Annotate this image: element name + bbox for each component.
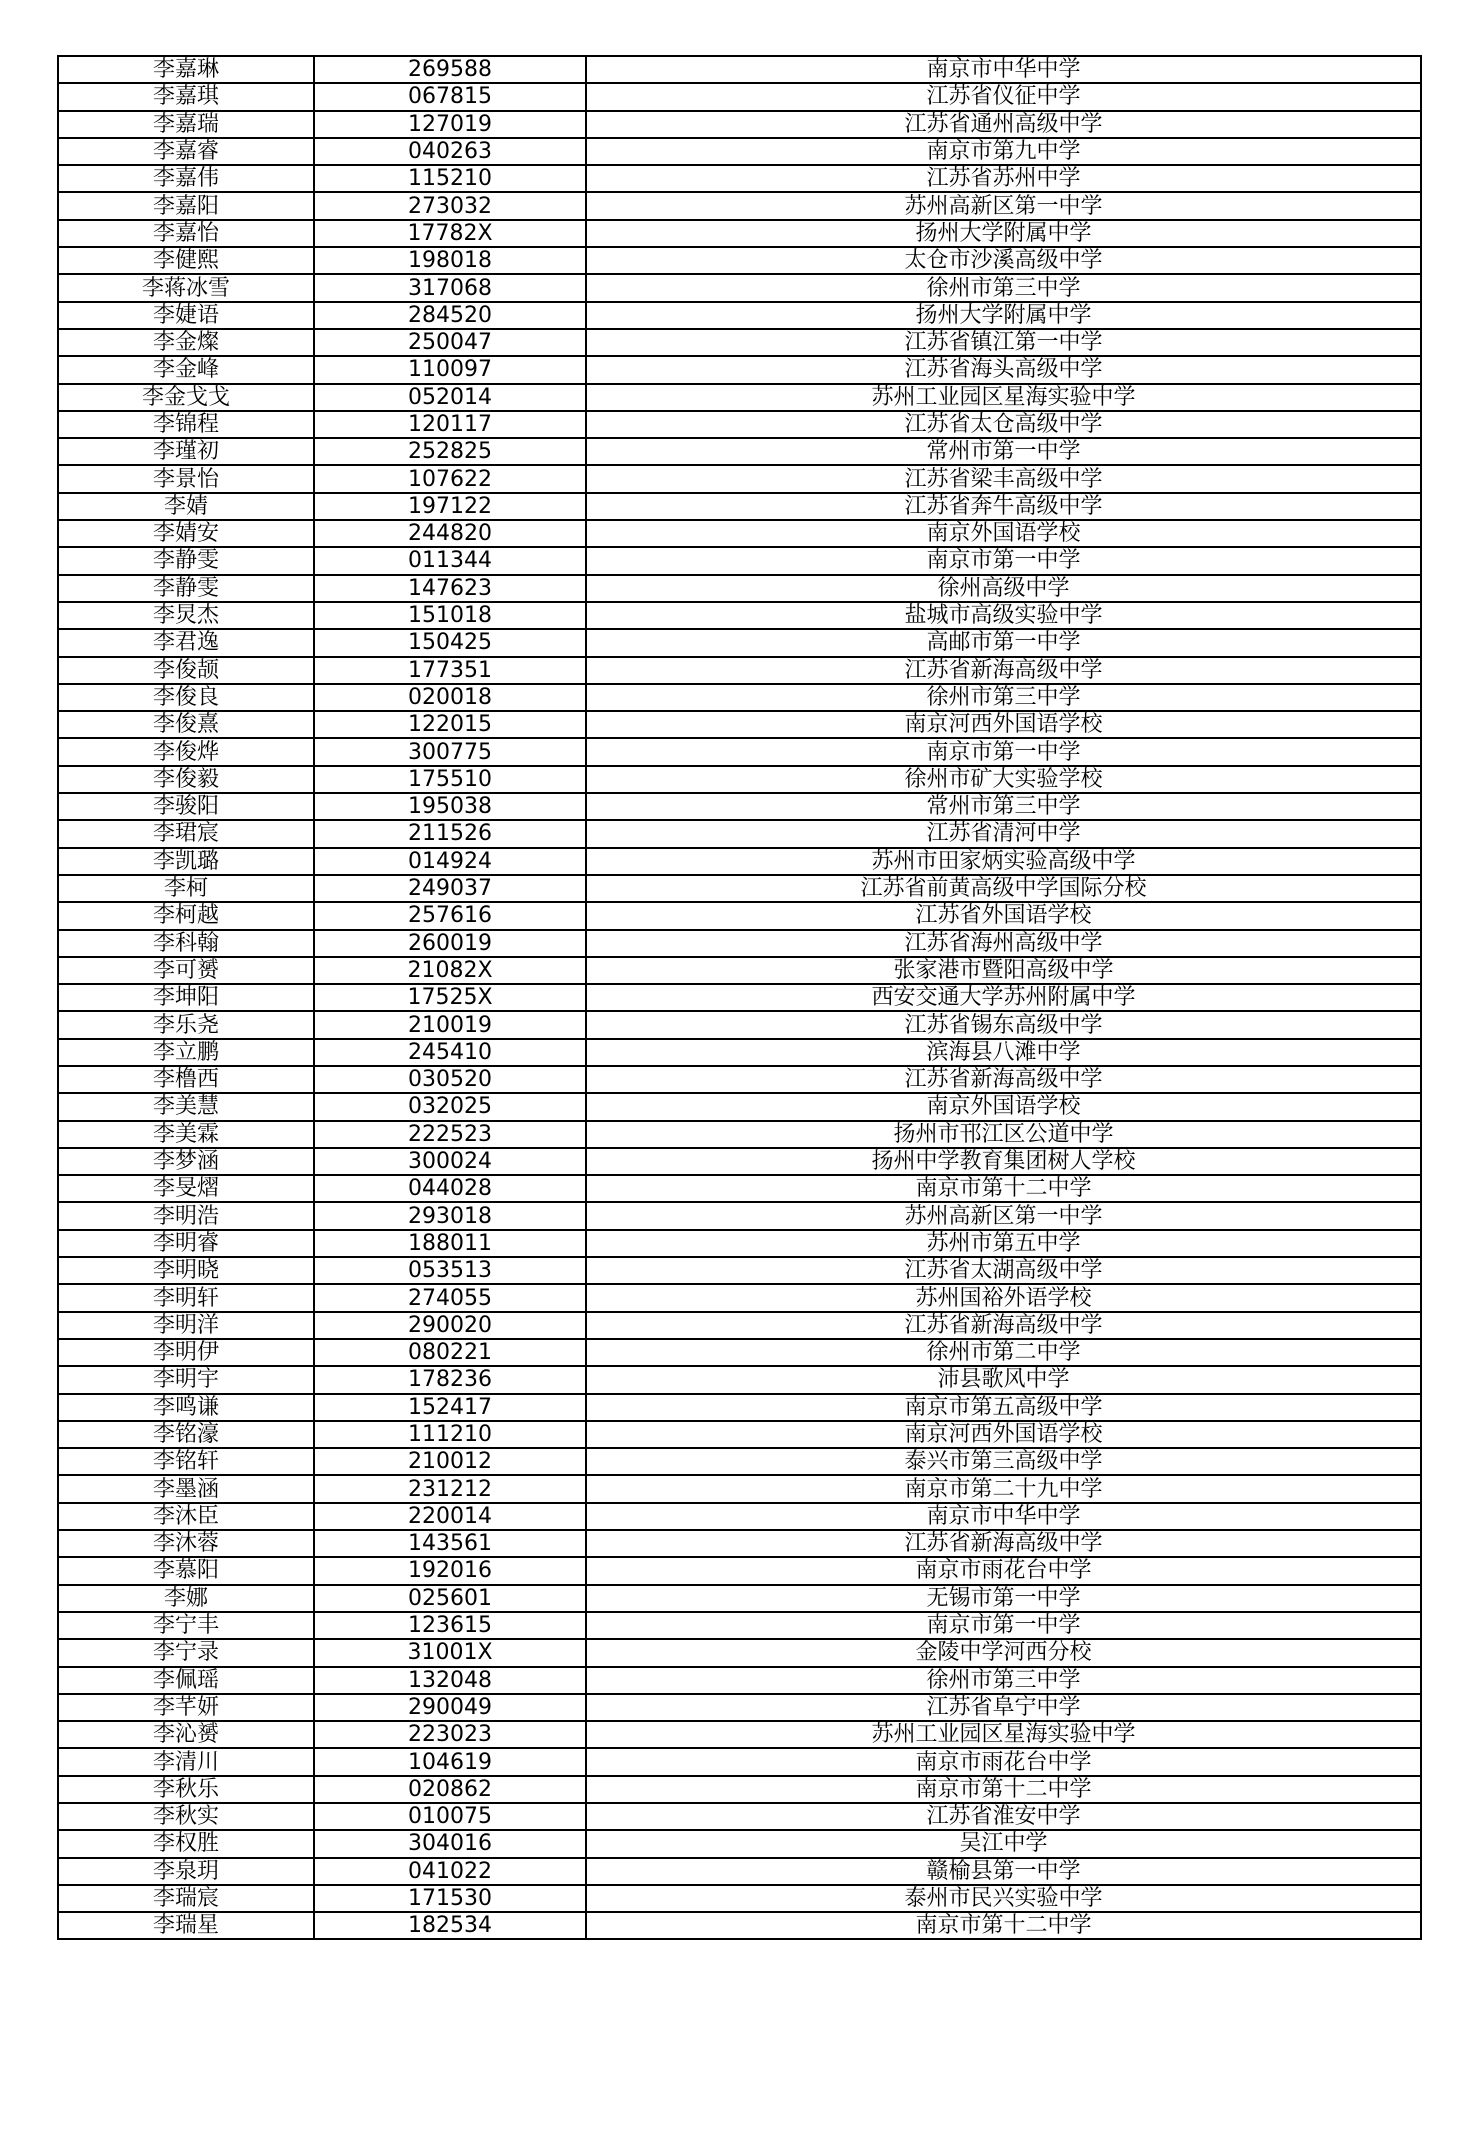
table-row — [58, 356, 1421, 383]
school-cell: 南京市第一中学 — [586, 1612, 1421, 1639]
school-cell: 南京市雨花台中学 — [586, 1748, 1421, 1775]
student-name-cell: 李静雯 — [58, 547, 314, 574]
student-id-cell: 052014 — [314, 384, 586, 411]
student-name-cell: 李珺宸 — [58, 820, 314, 847]
table-row — [58, 602, 1421, 629]
school-cell: 江苏省前黄高级中学国际分校 — [586, 875, 1421, 902]
student-name-cell: 李健熙 — [58, 247, 314, 274]
student-id-cell: 020018 — [314, 684, 586, 711]
school-cell: 江苏省太仓高级中学 — [586, 411, 1421, 438]
school-cell: 江苏省淮安中学 — [586, 1803, 1421, 1830]
table-row — [58, 629, 1421, 656]
table-row — [58, 766, 1421, 793]
table-row — [58, 384, 1421, 411]
school-cell: 徐州市矿大实验学校 — [586, 766, 1421, 793]
student-name-cell: 李瑞星 — [58, 1912, 314, 1939]
student-id-cell: 210019 — [314, 1011, 586, 1038]
student-id-cell: 244820 — [314, 520, 586, 547]
school-cell: 高邮市第一中学 — [586, 629, 1421, 656]
table-row — [58, 1776, 1421, 1803]
student-name-cell: 李鸣谦 — [58, 1394, 314, 1421]
table-row — [58, 138, 1421, 165]
school-cell: 徐州市第二中学 — [586, 1339, 1421, 1366]
student-name-cell: 李芊妍 — [58, 1694, 314, 1721]
school-cell: 扬州市邗江区公道中学 — [586, 1121, 1421, 1148]
table-row — [58, 1121, 1421, 1148]
student-name-cell: 李凯璐 — [58, 848, 314, 875]
student-name-cell: 李清川 — [58, 1748, 314, 1775]
student-name-cell: 李旻熠 — [58, 1175, 314, 1202]
student-id-cell: 150425 — [314, 629, 586, 656]
student-id-cell: 104619 — [314, 1748, 586, 1775]
table-row — [58, 1830, 1421, 1857]
school-cell: 南京市第十二中学 — [586, 1175, 1421, 1202]
student-name-cell: 李炅杰 — [58, 602, 314, 629]
student-name-cell: 李权胜 — [58, 1830, 314, 1857]
student-id-cell: 178236 — [314, 1366, 586, 1393]
student-name-cell: 李嘉琪 — [58, 83, 314, 110]
student-id-cell: 269588 — [314, 56, 586, 83]
table-row — [58, 711, 1421, 738]
student-name-cell: 李金戈戈 — [58, 384, 314, 411]
table-row — [58, 247, 1421, 274]
table-row — [58, 1585, 1421, 1612]
student-id-cell: 030520 — [314, 1066, 586, 1093]
student-name-cell: 李铭轩 — [58, 1448, 314, 1475]
table-row — [58, 1284, 1421, 1311]
table-row — [58, 493, 1421, 520]
student-id-cell: 110097 — [314, 356, 586, 383]
student-id-cell: 257616 — [314, 902, 586, 929]
table-row — [58, 1039, 1421, 1066]
school-cell: 江苏省新海高级中学 — [586, 1066, 1421, 1093]
student-id-cell: 273032 — [314, 192, 586, 219]
table-row — [58, 1667, 1421, 1694]
student-name-cell: 李君逸 — [58, 629, 314, 656]
student-name-cell: 李科翰 — [58, 930, 314, 957]
table-row — [58, 1066, 1421, 1093]
school-cell: 南京市第九中学 — [586, 138, 1421, 165]
student-id-cell: 17525X — [314, 984, 586, 1011]
school-cell: 盐城市高级实验中学 — [586, 602, 1421, 629]
student-name-cell: 李嘉怡 — [58, 220, 314, 247]
school-cell: 金陵中学河西分校 — [586, 1639, 1421, 1666]
student-id-cell: 223023 — [314, 1721, 586, 1748]
school-cell: 苏州高新区第一中学 — [586, 192, 1421, 219]
table-row — [58, 1202, 1421, 1229]
student-name-cell: 李墨涵 — [58, 1475, 314, 1502]
table-row — [58, 1148, 1421, 1175]
student-name-cell: 李婧安 — [58, 520, 314, 547]
school-cell: 徐州高级中学 — [586, 575, 1421, 602]
student-id-cell: 122015 — [314, 711, 586, 738]
student-name-cell: 李金燦 — [58, 329, 314, 356]
school-cell: 江苏省海头高级中学 — [586, 356, 1421, 383]
student-name-cell: 李蒋冰雪 — [58, 274, 314, 301]
student-id-cell: 115210 — [314, 165, 586, 192]
school-cell: 扬州中学教育集团树人学校 — [586, 1148, 1421, 1175]
student-id-cell: 284520 — [314, 302, 586, 329]
school-cell: 常州市第三中学 — [586, 793, 1421, 820]
table-row — [58, 875, 1421, 902]
student-name-cell: 李美慧 — [58, 1093, 314, 1120]
student-id-cell: 010075 — [314, 1803, 586, 1830]
student-name-cell: 李俊毅 — [58, 766, 314, 793]
school-cell: 无锡市第一中学 — [586, 1585, 1421, 1612]
student-id-cell: 300775 — [314, 738, 586, 765]
school-cell: 赣榆县第一中学 — [586, 1858, 1421, 1885]
student-id-cell: 014924 — [314, 848, 586, 875]
school-cell: 苏州工业园区星海实验中学 — [586, 384, 1421, 411]
student-id-cell: 032025 — [314, 1093, 586, 1120]
student-name-cell: 李坤阳 — [58, 984, 314, 1011]
student-id-cell: 195038 — [314, 793, 586, 820]
school-cell: 江苏省新海高级中学 — [586, 657, 1421, 684]
student-id-cell: 127019 — [314, 111, 586, 138]
school-cell: 南京市中华中学 — [586, 56, 1421, 83]
school-cell: 江苏省通州高级中学 — [586, 111, 1421, 138]
table-row — [58, 930, 1421, 957]
student-id-cell: 17782X — [314, 220, 586, 247]
student-name-cell: 李乐尧 — [58, 1011, 314, 1038]
student-name-cell: 李立鹏 — [58, 1039, 314, 1066]
table-row — [58, 1230, 1421, 1257]
school-cell: 沛县歌风中学 — [586, 1366, 1421, 1393]
school-cell: 南京市雨花台中学 — [586, 1557, 1421, 1584]
school-cell: 滨海县八滩中学 — [586, 1039, 1421, 1066]
student-name-cell: 李沐臣 — [58, 1503, 314, 1530]
table-row — [58, 1694, 1421, 1721]
student-name-cell: 李秋乐 — [58, 1776, 314, 1803]
student-name-cell: 李嘉瑞 — [58, 111, 314, 138]
school-cell: 徐州市第三中学 — [586, 1667, 1421, 1694]
table-row — [58, 1093, 1421, 1120]
student-name-cell: 李明伊 — [58, 1339, 314, 1366]
table-row — [58, 793, 1421, 820]
student-id-cell: 21082X — [314, 957, 586, 984]
school-cell: 南京市第一中学 — [586, 738, 1421, 765]
student-id-cell: 171530 — [314, 1885, 586, 1912]
student-id-cell: 211526 — [314, 820, 586, 847]
table-row — [58, 1475, 1421, 1502]
student-name-cell: 李锦程 — [58, 411, 314, 438]
school-cell: 江苏省海州高级中学 — [586, 930, 1421, 957]
student-id-cell: 192016 — [314, 1557, 586, 1584]
school-cell: 南京市第十二中学 — [586, 1912, 1421, 1939]
table-row — [58, 192, 1421, 219]
student-id-cell: 260019 — [314, 930, 586, 957]
student-table — [57, 55, 1422, 1940]
student-id-cell: 245410 — [314, 1039, 586, 1066]
table-row — [58, 56, 1421, 83]
student-name-cell: 李可赟 — [58, 957, 314, 984]
table-row — [58, 1339, 1421, 1366]
school-cell: 南京河西外国语学校 — [586, 711, 1421, 738]
table-row — [58, 1312, 1421, 1339]
school-cell: 江苏省奔牛高级中学 — [586, 493, 1421, 520]
student-name-cell: 李佩瑶 — [58, 1667, 314, 1694]
student-name-cell: 李明浩 — [58, 1202, 314, 1229]
table-row — [58, 465, 1421, 492]
student-name-cell: 李秋实 — [58, 1803, 314, 1830]
table-row — [58, 1175, 1421, 1202]
table-row — [58, 1885, 1421, 1912]
table-row — [58, 1257, 1421, 1284]
student-name-cell: 李俊颉 — [58, 657, 314, 684]
school-cell: 江苏省梁丰高级中学 — [586, 465, 1421, 492]
school-cell: 南京外国语学校 — [586, 520, 1421, 547]
table-row — [58, 1503, 1421, 1530]
table-row — [58, 984, 1421, 1011]
school-cell: 南京市中华中学 — [586, 1503, 1421, 1530]
table-row — [58, 657, 1421, 684]
student-name-cell: 李梦涵 — [58, 1148, 314, 1175]
school-cell: 江苏省太湖高级中学 — [586, 1257, 1421, 1284]
student-id-cell: 182534 — [314, 1912, 586, 1939]
student-id-cell: 290049 — [314, 1694, 586, 1721]
student-name-cell: 李瑾初 — [58, 438, 314, 465]
student-name-cell: 李宁录 — [58, 1639, 314, 1666]
table-row — [58, 438, 1421, 465]
student-name-cell: 李嘉伟 — [58, 165, 314, 192]
student-id-cell: 143561 — [314, 1530, 586, 1557]
student-id-cell: 067815 — [314, 83, 586, 110]
student-name-cell: 李娜 — [58, 1585, 314, 1612]
school-cell: 苏州高新区第一中学 — [586, 1202, 1421, 1229]
student-id-cell: 151018 — [314, 602, 586, 629]
table-row — [58, 1612, 1421, 1639]
student-id-cell: 120117 — [314, 411, 586, 438]
student-id-cell: 053513 — [314, 1257, 586, 1284]
student-id-cell: 231212 — [314, 1475, 586, 1502]
table-row — [58, 111, 1421, 138]
student-id-cell: 025601 — [314, 1585, 586, 1612]
student-name-cell: 李婕语 — [58, 302, 314, 329]
school-cell: 苏州工业园区星海实验中学 — [586, 1721, 1421, 1748]
student-id-cell: 177351 — [314, 657, 586, 684]
student-id-cell: 107622 — [314, 465, 586, 492]
table-row — [58, 520, 1421, 547]
school-cell: 江苏省新海高级中学 — [586, 1312, 1421, 1339]
table-row — [58, 684, 1421, 711]
student-id-cell: 044028 — [314, 1175, 586, 1202]
table-row — [58, 547, 1421, 574]
student-name-cell: 李金峰 — [58, 356, 314, 383]
school-cell: 南京市第五高级中学 — [586, 1394, 1421, 1421]
table-row — [58, 1366, 1421, 1393]
student-id-cell: 293018 — [314, 1202, 586, 1229]
student-name-cell: 李嘉琳 — [58, 56, 314, 83]
table-row — [58, 848, 1421, 875]
table-row — [58, 1639, 1421, 1666]
table-row — [58, 1448, 1421, 1475]
school-cell: 苏州市田家炳实验高级中学 — [586, 848, 1421, 875]
school-cell: 江苏省清河中学 — [586, 820, 1421, 847]
school-cell: 南京外国语学校 — [586, 1093, 1421, 1120]
school-cell: 南京河西外国语学校 — [586, 1421, 1421, 1448]
school-cell: 常州市第一中学 — [586, 438, 1421, 465]
school-cell: 江苏省苏州中学 — [586, 165, 1421, 192]
school-cell: 张家港市暨阳高级中学 — [586, 957, 1421, 984]
student-name-cell: 李嘉阳 — [58, 192, 314, 219]
student-name-cell: 李婧 — [58, 493, 314, 520]
student-name-cell: 李骏阳 — [58, 793, 314, 820]
table-row — [58, 1011, 1421, 1038]
student-id-cell: 020862 — [314, 1776, 586, 1803]
student-name-cell: 李橹西 — [58, 1066, 314, 1093]
student-id-cell: 080221 — [314, 1339, 586, 1366]
school-cell: 江苏省外国语学校 — [586, 902, 1421, 929]
student-id-cell: 249037 — [314, 875, 586, 902]
table-row — [58, 957, 1421, 984]
table-row — [58, 1912, 1421, 1939]
table-row — [58, 220, 1421, 247]
student-name-cell: 李沐蓉 — [58, 1530, 314, 1557]
student-id-cell: 274055 — [314, 1284, 586, 1311]
student-id-cell: 250047 — [314, 329, 586, 356]
student-id-cell: 317068 — [314, 274, 586, 301]
student-id-cell: 188011 — [314, 1230, 586, 1257]
school-cell: 徐州市第三中学 — [586, 274, 1421, 301]
table-row — [58, 1557, 1421, 1584]
school-cell: 南京市第二十九中学 — [586, 1475, 1421, 1502]
student-name-cell: 李俊良 — [58, 684, 314, 711]
school-cell: 扬州大学附属中学 — [586, 302, 1421, 329]
school-cell: 徐州市第三中学 — [586, 684, 1421, 711]
table-row — [58, 83, 1421, 110]
school-cell: 泰兴市第三高级中学 — [586, 1448, 1421, 1475]
student-name-cell: 李明宇 — [58, 1366, 314, 1393]
student-id-cell: 175510 — [314, 766, 586, 793]
student-name-cell: 李嘉睿 — [58, 138, 314, 165]
student-id-cell: 152417 — [314, 1394, 586, 1421]
school-cell: 江苏省仪征中学 — [586, 83, 1421, 110]
student-name-cell: 李泉玥 — [58, 1858, 314, 1885]
table-row — [58, 1530, 1421, 1557]
student-name-cell: 李俊熹 — [58, 711, 314, 738]
student-name-cell: 李宁丰 — [58, 1612, 314, 1639]
student-id-cell: 198018 — [314, 247, 586, 274]
table-row — [58, 902, 1421, 929]
table-row — [58, 1748, 1421, 1775]
table-row — [58, 329, 1421, 356]
school-cell: 吴江中学 — [586, 1830, 1421, 1857]
table-row — [58, 1803, 1421, 1830]
student-name-cell: 李景怡 — [58, 465, 314, 492]
table-row — [58, 738, 1421, 765]
student-id-cell: 123615 — [314, 1612, 586, 1639]
student-name-cell: 李柯越 — [58, 902, 314, 929]
student-name-cell: 李明洋 — [58, 1312, 314, 1339]
student-name-cell: 李瑞宸 — [58, 1885, 314, 1912]
student-id-cell: 011344 — [314, 547, 586, 574]
table-row — [58, 1421, 1421, 1448]
table-row — [58, 302, 1421, 329]
table-row — [58, 575, 1421, 602]
student-id-cell: 132048 — [314, 1667, 586, 1694]
school-cell: 江苏省镇江第一中学 — [586, 329, 1421, 356]
student-id-cell: 222523 — [314, 1121, 586, 1148]
student-id-cell: 197122 — [314, 493, 586, 520]
table-row — [58, 165, 1421, 192]
student-name-cell: 李慕阳 — [58, 1557, 314, 1584]
school-cell: 江苏省阜宁中学 — [586, 1694, 1421, 1721]
school-cell: 南京市第一中学 — [586, 547, 1421, 574]
student-id-cell: 31001X — [314, 1639, 586, 1666]
table-row — [58, 411, 1421, 438]
school-cell: 南京市第十二中学 — [586, 1776, 1421, 1803]
student-name-cell: 李明轩 — [58, 1284, 314, 1311]
student-name-cell: 李静雯 — [58, 575, 314, 602]
student-id-cell: 300024 — [314, 1148, 586, 1175]
student-id-cell: 210012 — [314, 1448, 586, 1475]
student-id-cell: 147623 — [314, 575, 586, 602]
school-cell: 泰州市民兴实验中学 — [586, 1885, 1421, 1912]
school-cell: 江苏省锡东高级中学 — [586, 1011, 1421, 1038]
student-name-cell: 李铭濠 — [58, 1421, 314, 1448]
student-name-cell: 李沁赟 — [58, 1721, 314, 1748]
table-row — [58, 274, 1421, 301]
student-name-cell: 李俊烨 — [58, 738, 314, 765]
school-cell: 江苏省新海高级中学 — [586, 1530, 1421, 1557]
student-id-cell: 290020 — [314, 1312, 586, 1339]
school-cell: 太仓市沙溪高级中学 — [586, 247, 1421, 274]
student-id-cell: 304016 — [314, 1830, 586, 1857]
school-cell: 西安交通大学苏州附属中学 — [586, 984, 1421, 1011]
school-cell: 苏州国裕外语学校 — [586, 1284, 1421, 1311]
student-id-cell: 220014 — [314, 1503, 586, 1530]
table-row — [58, 1858, 1421, 1885]
student-id-cell: 252825 — [314, 438, 586, 465]
student-id-cell: 041022 — [314, 1858, 586, 1885]
student-name-cell: 李柯 — [58, 875, 314, 902]
student-id-cell: 111210 — [314, 1421, 586, 1448]
table-row — [58, 1394, 1421, 1421]
table-row — [58, 820, 1421, 847]
school-cell: 扬州大学附属中学 — [586, 220, 1421, 247]
student-name-cell: 李明睿 — [58, 1230, 314, 1257]
table-row — [58, 1721, 1421, 1748]
school-cell: 苏州市第五中学 — [586, 1230, 1421, 1257]
student-name-cell: 李美霖 — [58, 1121, 314, 1148]
student-name-cell: 李明晓 — [58, 1257, 314, 1284]
student-id-cell: 040263 — [314, 138, 586, 165]
